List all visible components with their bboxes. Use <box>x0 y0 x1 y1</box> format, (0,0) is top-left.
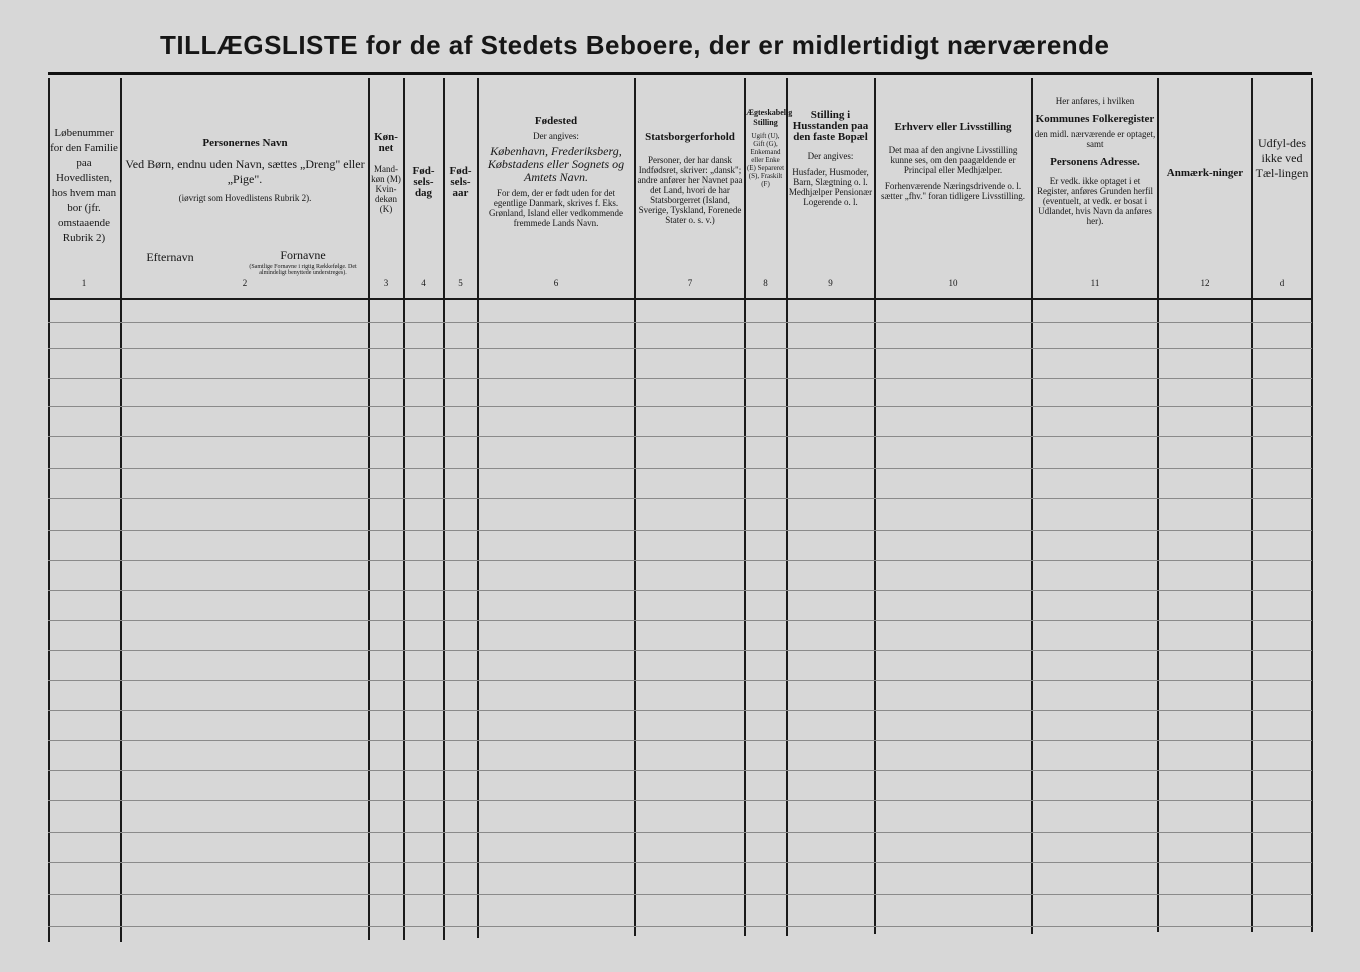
col7-number: 7 <box>687 278 693 288</box>
col11-sub: den midl. nærværende er optaget, samt <box>1034 129 1156 149</box>
col10-note: Forhenværende Næringsdrivende o. l. sætter „fhv." foran tidligere Livsstilling. <box>880 181 1026 201</box>
col2-subtitle: Ved Børn, endnu uden Navn, sættes „Dreng" eller „Pige". <box>125 157 365 186</box>
col11-note: Er vedk. ikke optaget i et Register, anføres Grunden herfil (eventuelt, at vedk. er bosat i Udlandet, hvis Navn da anføres her). <box>1036 176 1154 226</box>
col5-header <box>445 166 476 199</box>
entry-row-line <box>48 894 1312 895</box>
col2-title: Personernes Navn <box>202 137 288 149</box>
col4-title: Fød-sels-dag <box>412 165 435 199</box>
entry-row-line <box>48 926 1312 927</box>
header-rule <box>48 298 1312 300</box>
col5-number: 5 <box>458 278 463 288</box>
column-divider <box>1031 78 1033 934</box>
col2-note: (iøvrigt som Hovedlistens Rubrik 2). <box>178 193 312 203</box>
col3-number: 3 <box>383 278 389 288</box>
form-title: TILLÆGSLISTE for de af Stedets Beboere, der er midlertidigt nærværende <box>160 30 1110 60</box>
col11-pre: Her anføres, i hvilken <box>1055 96 1135 106</box>
col8-note: Ugift (U), Gift (G), Enkemand eller Enke (E) Separeret (S), Fraskilt (F) <box>746 132 785 188</box>
col5-title: Fød-sels-aar <box>449 165 472 199</box>
col12-header <box>1160 168 1250 179</box>
column-divider <box>477 78 479 938</box>
col6-number: 6 <box>553 278 559 288</box>
col-d-header: Udfyl-des ikke ved Tæl-lingen <box>1255 136 1309 180</box>
col-d-number: d <box>1279 278 1285 288</box>
top-rule <box>48 72 1312 75</box>
col11-title: Kommunes Folkeregister <box>1035 113 1155 125</box>
column-divider <box>403 78 405 940</box>
entry-row-line <box>48 680 1312 681</box>
entry-row-line <box>48 436 1312 437</box>
col11-title2: Personens Adresse. <box>1050 156 1140 168</box>
surname-label: Efternavn <box>146 250 194 264</box>
entry-row-line <box>48 800 1312 801</box>
entry-row-line <box>48 740 1312 741</box>
col9-header <box>788 110 873 207</box>
given-names-note: (Samtlige Fornavne i rigtig Rækkefølge. Det almindeligt benyttede understreges). <box>249 264 357 276</box>
col8-number: 8 <box>763 278 768 288</box>
col7-header <box>637 132 743 225</box>
col4-header <box>405 166 442 199</box>
col10-title: Erhverv eller Livsstilling <box>894 121 1012 133</box>
col8-header <box>746 108 793 188</box>
entry-row-line <box>48 406 1312 407</box>
column-divider <box>1157 78 1159 932</box>
column-divider <box>744 78 746 936</box>
col9-title: Stilling i Husstanden paa den faste Bopæl <box>792 109 869 143</box>
col6-sub: Der angives: <box>533 131 579 141</box>
given-names-label: Fornavne <box>280 248 326 262</box>
col10-header <box>878 122 1028 201</box>
col6-header <box>480 116 632 228</box>
column-divider <box>1311 78 1313 932</box>
col9-sub: Der angives: <box>807 151 854 161</box>
col6-title: Fødested <box>534 115 578 127</box>
entry-row-line <box>48 348 1312 349</box>
entry-row-line <box>48 322 1312 323</box>
entry-row-line <box>48 710 1312 711</box>
entry-row-line <box>48 530 1312 531</box>
col6-places: København, Frederiksberg, Købstadens eller Sognets og Amtets Navn. <box>487 144 625 184</box>
col12-number: 12 <box>1200 278 1210 288</box>
entry-row-line <box>48 378 1312 379</box>
col6-note: For dem, der er født uden for det egentlige Danmark, skrives f. Eks. Grønland, Island eller vedkommende fremmede Lands Navn. <box>489 188 623 228</box>
col3-note: Mand-køn (M) Kvin-dekøn (K) <box>371 164 401 214</box>
col10-sub: Det maa af den angivne Livsstilling kunne ses, om den paagældende er Principal eller Medhjælper. <box>888 145 1018 175</box>
col10-number: 10 <box>948 278 958 288</box>
column-divider <box>1251 78 1253 932</box>
col11-header <box>1034 96 1156 226</box>
col2-number: 2 <box>242 278 248 288</box>
col11-number: 11 <box>1090 278 1100 288</box>
col9-note: Husfader, Husmoder, Barn, Slægtning o. l. Medhjælper Pensionær Logerende o. l. <box>788 167 873 207</box>
entry-row-line <box>48 770 1312 771</box>
col8-title: Ægteskabelig Stilling <box>746 108 793 127</box>
entry-row-line <box>48 498 1312 499</box>
col2-header <box>124 138 366 203</box>
column-divider <box>634 78 636 936</box>
col7-note: Personer, der har dansk Indfødsret, skriver: „dansk"; andre anfører her Navnet paa det Land, hvori de har Statsborgerret (Island, Sverige, Tyskland, Forenede Stater o. s. v.) <box>637 155 743 225</box>
entry-row-line <box>48 468 1312 469</box>
column-divider <box>443 78 445 940</box>
col12-title: Anmærk-ninger <box>1166 167 1244 179</box>
entry-row-line <box>48 832 1312 833</box>
col3-header <box>370 132 402 214</box>
entry-row-line <box>48 620 1312 621</box>
entry-row-line <box>48 650 1312 651</box>
col4-number: 4 <box>421 278 426 288</box>
entry-row-line <box>48 560 1312 561</box>
col7-title: Statsborgerforhold <box>645 131 735 143</box>
col1-header: Løbenummer for den Familie paa Hovedlisten, hos hvem man bor (jfr. omstaaende Rubrik 2) <box>50 127 118 244</box>
column-divider <box>120 78 122 942</box>
col3-title: Køn-net <box>374 131 398 154</box>
col1-number: 1 <box>81 278 87 288</box>
entry-row-line <box>48 862 1312 863</box>
entry-row-line <box>48 590 1312 591</box>
col9-number: 9 <box>828 278 833 288</box>
column-divider <box>874 78 876 934</box>
